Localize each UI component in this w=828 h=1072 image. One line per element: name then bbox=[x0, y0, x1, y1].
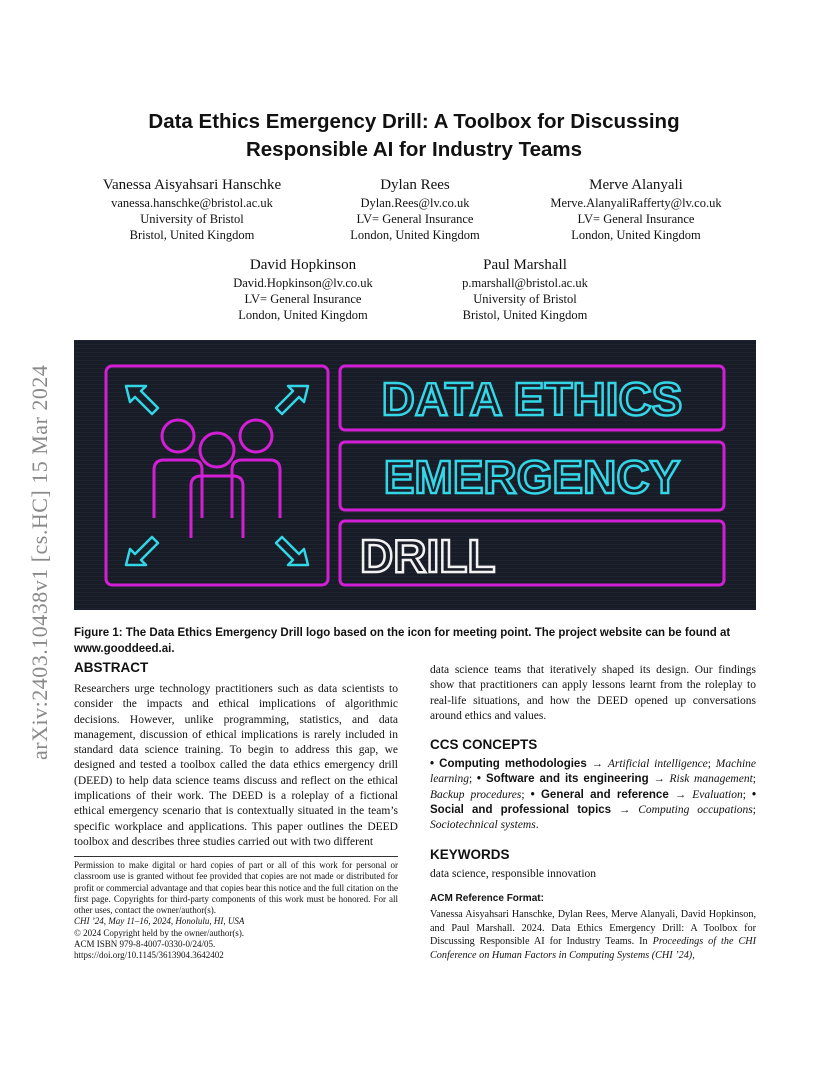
conference-info: CHI ’24, May 11–16, 2024, Honolulu, HI, USA bbox=[74, 916, 245, 927]
ccs-subterm: Risk management bbox=[669, 773, 753, 786]
ccs-term: • Social and professional topics bbox=[430, 788, 756, 816]
ccs-separator: ; bbox=[752, 773, 756, 786]
ccs-subterm: Backup procedures bbox=[430, 788, 522, 801]
title-line-1: Data Ethics Emergency Drill: A Toolbox for Discussing bbox=[148, 110, 680, 133]
author-org: LV= General Insurance bbox=[356, 212, 474, 226]
reference-venue: Proceedings of the CHI Conference on Human Factors in Computing Systems (CHI ’24), bbox=[430, 936, 756, 961]
ccs-subterm: Sociotechnical systems bbox=[430, 819, 536, 832]
ccs-subterm: Artificial intelligence bbox=[607, 758, 708, 770]
author-org: LV= General Insurance bbox=[244, 292, 362, 306]
author-org: University of Bristol bbox=[473, 292, 577, 306]
arxiv-side-stamp: arXiv:2403.10438v1 [cs.HC] 15 Mar 2024 bbox=[27, 364, 52, 760]
ccs-separator: ; bbox=[521, 788, 531, 801]
ccs-arrow: → bbox=[591, 758, 604, 770]
author-name: Merve Alanyali bbox=[589, 177, 683, 193]
author-name: Dylan Rees bbox=[380, 177, 450, 193]
author-email[interactable]: David.Hopkinson@lv.co.uk bbox=[233, 276, 373, 290]
ccs-subterm: Machine learning bbox=[430, 758, 757, 786]
logo-image bbox=[74, 340, 756, 610]
author-location: Bristol, United Kingdom bbox=[129, 228, 255, 242]
reference-label: ACM Reference Format: bbox=[430, 893, 544, 904]
author-block bbox=[295, 175, 535, 243]
author-block bbox=[183, 255, 423, 323]
ccs-term: • Computing methodologies bbox=[430, 758, 587, 770]
author-email[interactable]: Dylan.Rees@lv.co.uk bbox=[360, 196, 470, 210]
ccs-separator: ; bbox=[707, 758, 716, 770]
copyright-line: © 2024 Copyright held by the owner/author(s). bbox=[74, 927, 245, 938]
abstract-text: Researchers urge technology practitioners such as data scientists to consider the impacts and ethical implications of algorithmic decisions. However, unlike programming, statistics, and data management, discussion of ethical implications is rarely included in standard data science training. To begin to address this gap, we designed and tested a toolbox called the data ethics emergency drill (DEED) to help data science teams discuss and reflect on the ethical implications of their work. The DEED is a roleplay of a fictional ethical emergency scenario that is contextually situated in the team’s specific workplace and applications. This paper outlines the DEED toolbox and describes three studies carried out with two different bbox=[74, 683, 398, 848]
author-block bbox=[405, 255, 645, 323]
ccs-arrow: → bbox=[618, 803, 631, 816]
abstract-continuation: data science teams that iteratively shaped its design. Our findings show that practitioners can apply lessons learnt from the roleplay to real-life situations, and how the DEED opened up conversations around ethics and values. bbox=[430, 664, 756, 722]
ccs-term: • General and reference bbox=[530, 788, 669, 801]
doi-link[interactable]: https://doi.org/10.1145/3613904.3642402 bbox=[74, 950, 224, 961]
author-email[interactable]: p.marshall@bristol.ac.uk bbox=[462, 276, 588, 290]
isbn-line: ACM ISBN 979-8-4007-0330-0/24/05. bbox=[74, 939, 216, 950]
logo-figure bbox=[74, 340, 756, 610]
author-block bbox=[516, 175, 756, 243]
logo-word-1: DATA ETHICS bbox=[381, 373, 683, 425]
permission-notice bbox=[74, 860, 398, 962]
ccs-subterm: Computing occupations bbox=[638, 803, 753, 816]
author-name: David Hopkinson bbox=[249, 257, 357, 273]
reference-plain: Vanessa Aisyahsari Hanschke, Dylan Rees, Merve Alanyali, David Hopkinson, and Paul Marshall. 2024. Data Ethics Emergency Drill: A Toolbox for Discussing Responsible AI for Industry Teams. In bbox=[430, 909, 756, 948]
logo-word-3: DRILL bbox=[360, 530, 496, 582]
ccs-arrow: → bbox=[674, 788, 687, 801]
author-email[interactable]: Merve.AlanyaliRafferty@lv.co.uk bbox=[550, 196, 722, 210]
title-line-2: Responsible AI for Industry Teams bbox=[245, 138, 583, 161]
keywords-heading: KEYWORDS bbox=[430, 847, 510, 862]
author-org: LV= General Insurance bbox=[577, 212, 695, 226]
author-location: Bristol, United Kingdom bbox=[462, 308, 588, 322]
ccs-term: • Software and its engineering bbox=[476, 773, 649, 786]
paper-title bbox=[74, 108, 754, 164]
author-org: University of Bristol bbox=[140, 212, 244, 226]
author-block bbox=[72, 175, 312, 243]
ccs-heading: CCS CONCEPTS bbox=[430, 737, 538, 752]
abstract-heading: ABSTRACT bbox=[74, 660, 149, 675]
author-email[interactable]: vanessa.hanschke@bristol.ac.uk bbox=[111, 196, 273, 210]
footnote-divider bbox=[74, 856, 398, 857]
ccs-subterm: Evaluation bbox=[692, 788, 743, 801]
logo-word-2: EMERGENCY bbox=[383, 451, 681, 503]
keywords-text: data science, responsible innovation bbox=[430, 868, 597, 880]
ccs-end: . bbox=[535, 819, 539, 832]
author-location: London, United Kingdom bbox=[238, 308, 368, 322]
ccs-separator: ; bbox=[468, 773, 477, 786]
ccs-separator: ; bbox=[742, 788, 752, 801]
author-name: Vanessa Aisyahsari Hanschke bbox=[102, 177, 282, 193]
ccs-separator: ; bbox=[752, 803, 756, 816]
ccs-arrow: → bbox=[653, 773, 665, 786]
figure-caption: Figure 1: The Data Ethics Emergency Drill logo based on the icon for meeting point. The project website can be found at www.gooddeed.ai. bbox=[74, 627, 731, 655]
author-location: London, United Kingdom bbox=[571, 228, 701, 242]
permission-text: Permission to make digital or hard copies of part or all of this work for personal or classroom use is granted without fee provided that copies are not made or distributed for profit or commercial advantage and that copies bear this notice and the full citation on the first page. Copyrights for third-party components of this work must be honored. For all other uses, contact the owner/author(s). bbox=[74, 860, 398, 916]
author-location: London, United Kingdom bbox=[350, 228, 480, 242]
author-name: Paul Marshall bbox=[483, 257, 567, 273]
ccs-concepts bbox=[430, 757, 756, 833]
reference-text bbox=[430, 908, 756, 962]
